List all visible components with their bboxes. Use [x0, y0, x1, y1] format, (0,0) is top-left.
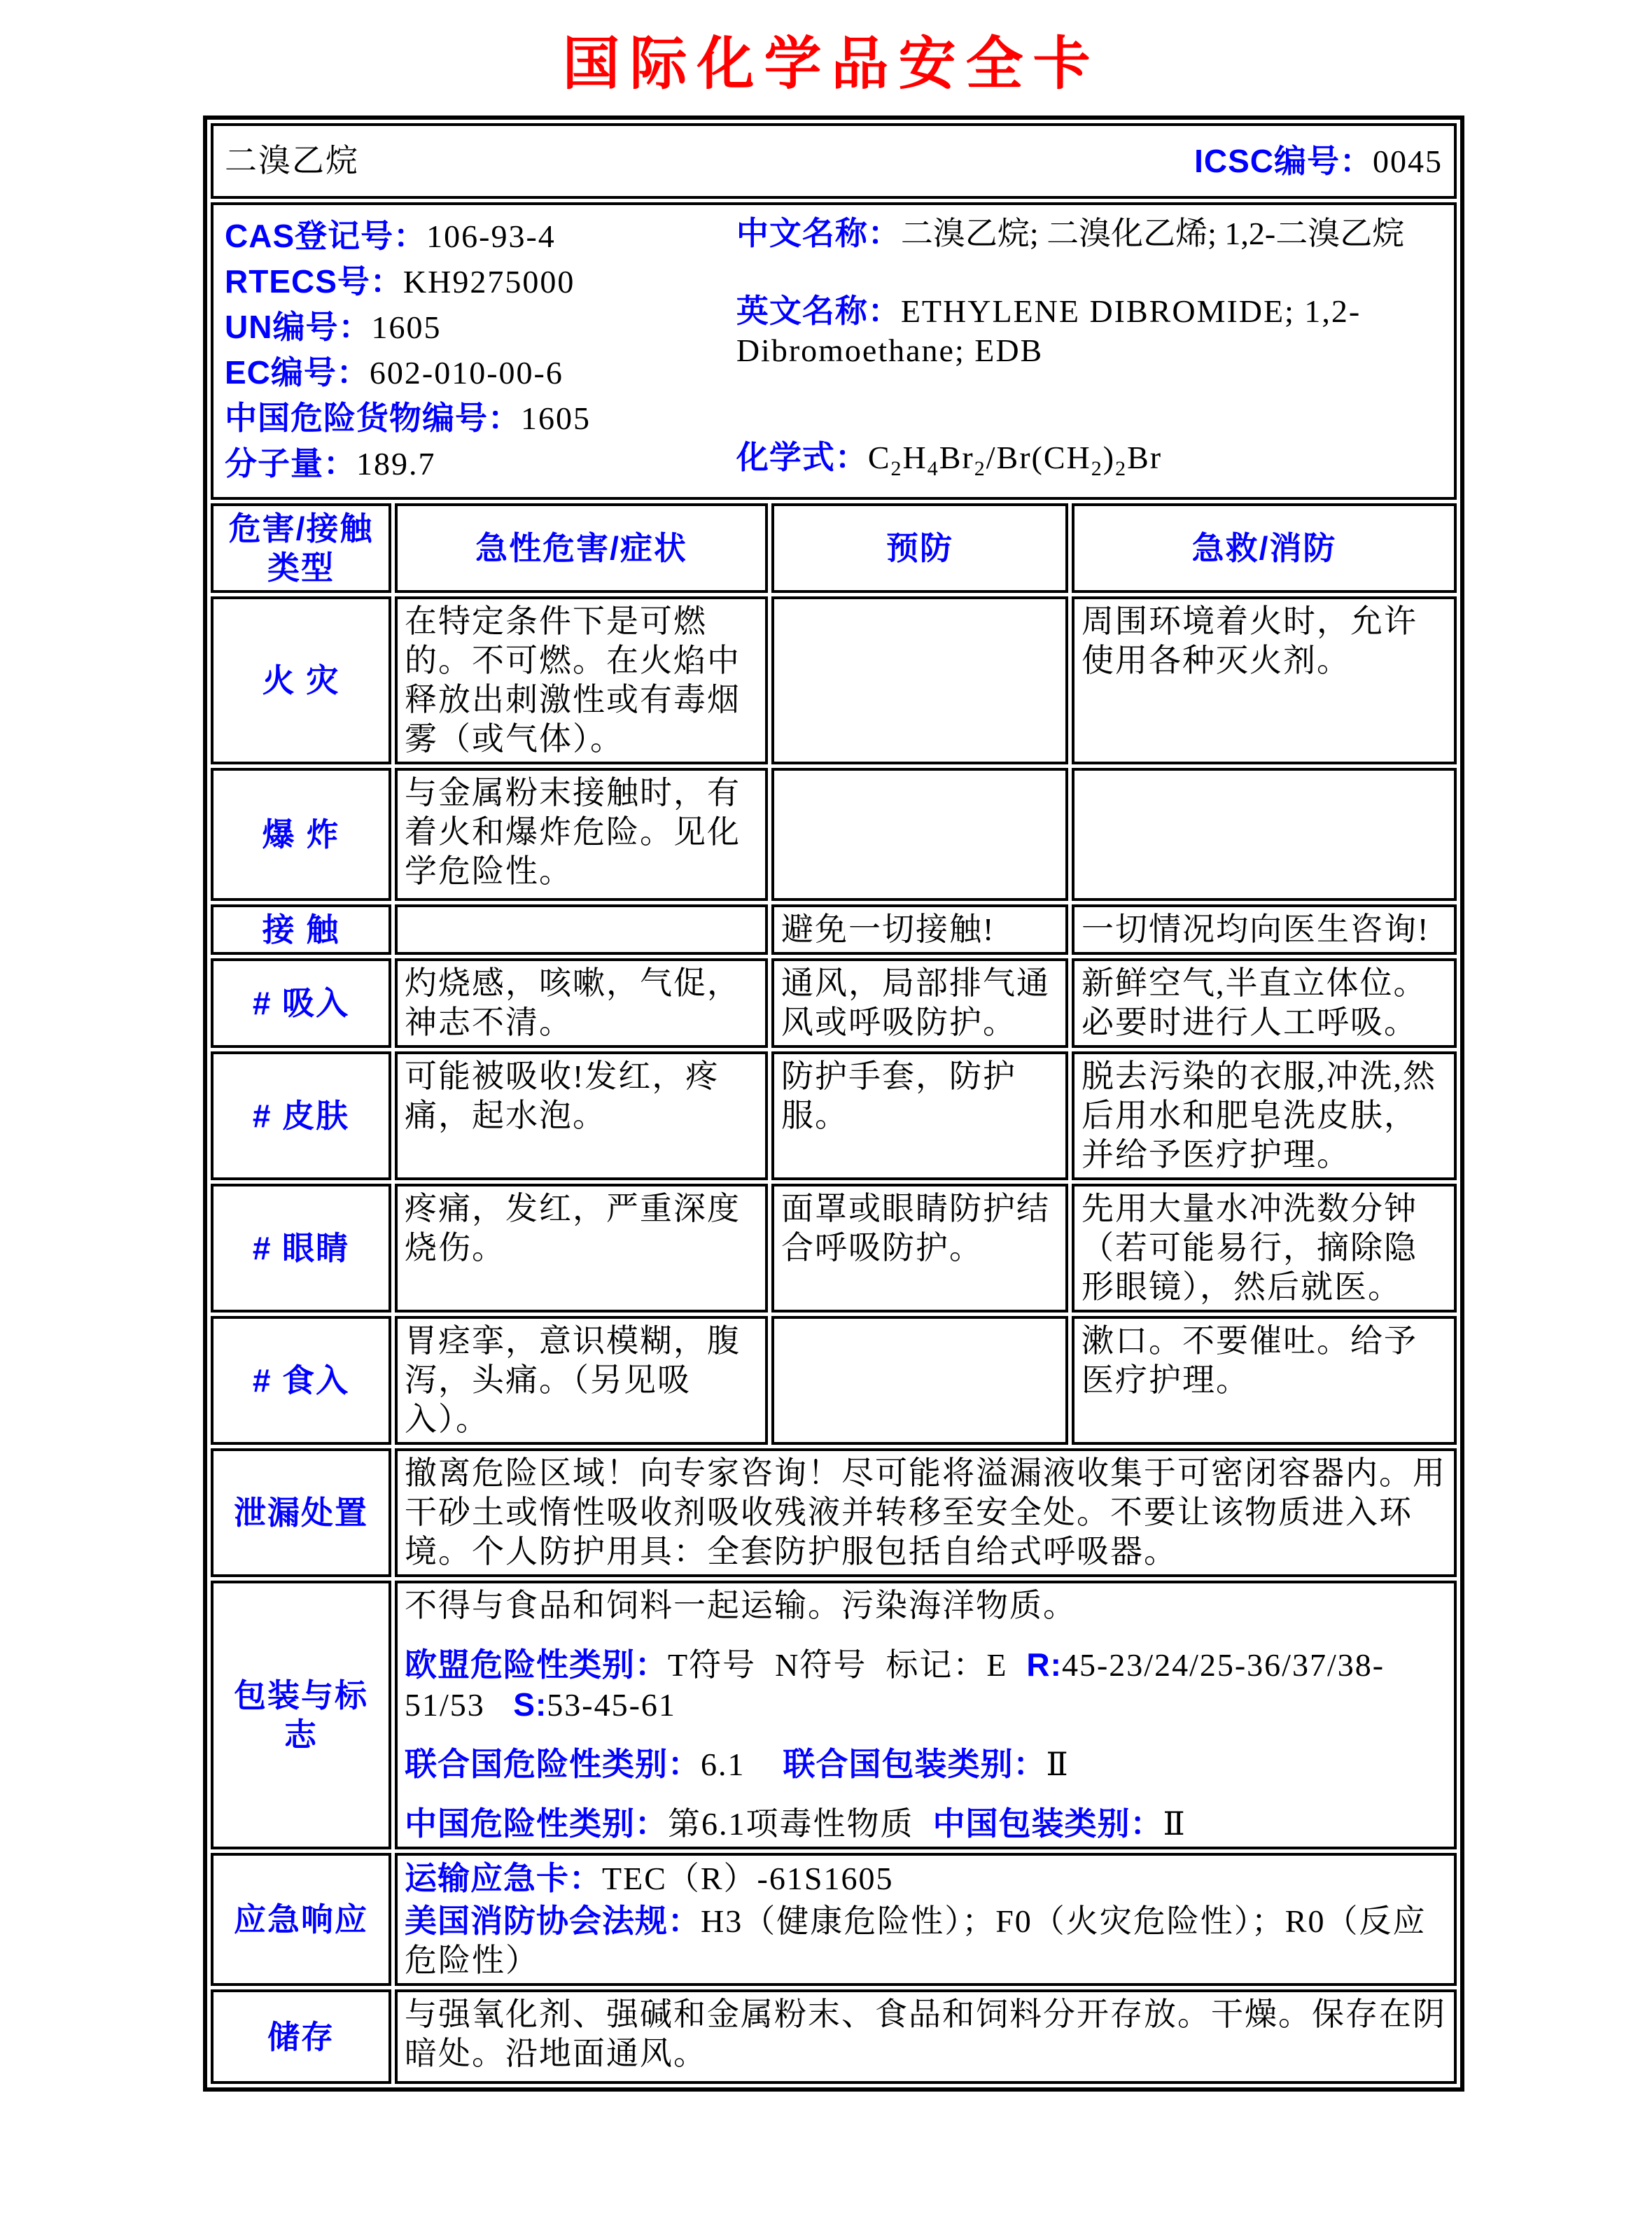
ingestion-prevention	[771, 1316, 1068, 1445]
row-label-emergency: 应急响应	[211, 1853, 391, 1986]
contact-prevention: 避免一切接触!	[771, 904, 1068, 955]
hazard-row-ingestion	[211, 1316, 1457, 1445]
english-name-row: 英文名称：ETHYLENE DIBROMIDE; 1,2-Dibromoethane; EDB	[736, 293, 1362, 368]
fire-prevention	[771, 596, 1068, 764]
section-row-packaging	[211, 1581, 1457, 1849]
spill-text: 撤离危险区域！向专家咨询！尽可能将溢漏液收集于可密闭容器内。用干砂土或惰性吸收剂吸收残液并转移至安全处。不要让该物质进入环境。个人防护用具：全套防护服包括自给式呼吸器。	[395, 1448, 1457, 1577]
packaging-cn-line: 中国危险性类别：第6.1项毒性物质 中国包装类别：Ⅱ	[405, 1805, 1186, 1842]
packaging-un-line: 联合国危险性类别：6.1 联合国包装类别：Ⅱ	[405, 1746, 1070, 1783]
emergency-nfpa-line: 美国消防协会法规：H3（健康危险性）；F0（火灾危险性）；R0（反应危险性）	[405, 1903, 1427, 1979]
skin-prevention: 防护手套，防护服。	[771, 1051, 1068, 1180]
chemical-formula-value: $C_2H_4Br_2/Br(CH_2)_2Br$	[867, 440, 1163, 481]
hazard-row-contact	[211, 904, 1457, 955]
rtecs-number-row: RTECS号：KH9275000	[225, 263, 575, 300]
contact-firstaid: 一切情况均向医生咨询!	[1072, 904, 1457, 955]
hazard-row-explosion	[211, 768, 1457, 901]
chinese-name-row: 中文名称：二溴乙烷; 二溴化乙烯; 1,2-二溴乙烷	[736, 215, 1405, 251]
inhalation-symptoms: 灼烧感，咳嗽，气促，神志不清。	[395, 958, 768, 1048]
header-hazard-type: 危害/接触类型	[211, 503, 391, 593]
row-label-contact: 接 触	[211, 904, 391, 955]
eyes-firstaid: 先用大量水冲洗数分钟（若可能易行，摘除隐形眼镜），然后就医。	[1072, 1184, 1457, 1312]
skin-symptoms: 可能被吸收!发红，疼痛，起水泡。	[395, 1051, 768, 1180]
ingestion-firstaid: 漱口。不要催吐。给予医疗护理。	[1072, 1316, 1457, 1445]
china-dg-number-row: 中国危险货物编号：1605	[225, 400, 591, 436]
contact-symptoms	[395, 904, 768, 955]
section-row-emergency	[211, 1853, 1457, 1986]
card-header-bar	[211, 123, 1457, 199]
row-label-spill: 泄漏处置	[211, 1448, 391, 1577]
identification-section	[211, 202, 1457, 500]
fire-symptoms: 在特定条件下是可燃的。不可燃。在火焰中释放出刺激性或有毒烟雾（或气体）。	[395, 596, 768, 764]
un-number-row: UN编号：1605	[225, 309, 442, 345]
eyes-symptoms: 疼痛，发红，严重深度烧伤。	[395, 1184, 768, 1312]
explosion-prevention	[771, 768, 1068, 901]
hazard-row-fire	[211, 596, 1457, 764]
section-row-storage	[211, 1989, 1457, 2084]
substance-name: 二溴乙烷	[225, 143, 359, 178]
eyes-prevention: 面罩或眼睛防护结合呼吸防护。	[771, 1184, 1068, 1312]
icsc-number-group	[1194, 141, 1443, 181]
emergency-cell	[395, 1853, 1457, 1986]
chemical-formula-row: 化学式：$C_2H_4Br_2/Br(CH_2)_2Br$	[736, 439, 1163, 481]
inhalation-prevention: 通风，局部排气通风或呼吸防护。	[771, 958, 1068, 1048]
row-label-inhalation: # 吸入	[211, 958, 391, 1048]
storage-text: 与强氧化剂、强碱和金属粉末、食品和饲料分开存放。干燥。保存在阴暗处。沿地面通风。	[395, 1989, 1457, 2084]
ingestion-symptoms: 胃痉挛，意识模糊，腹泻，头痛。（另见吸入）。	[395, 1316, 768, 1445]
skin-firstaid: 脱去污染的衣服,冲洗,然后用水和肥皂洗皮肤，并给予医疗护理。	[1072, 1051, 1457, 1180]
row-label-explosion: 爆 炸	[211, 768, 391, 901]
packaging-cell	[395, 1581, 1457, 1849]
inhalation-firstaid: 新鲜空气,半直立体位。必要时进行人工呼吸。	[1072, 958, 1457, 1048]
hazard-row-skin	[211, 1051, 1457, 1180]
icsc-number-label: ICSC编号：	[1194, 142, 1373, 179]
row-label-fire: 火 灾	[211, 596, 391, 764]
packaging-transport-note: 不得与食品和饲料一起运输。污染海洋物质。	[405, 1588, 1077, 1624]
packaging-eu-line: 欧盟危险性类别：T符号 N符号 标记：E R:45-23/24/25-36/37/38-51/53 S:53-45-61	[405, 1646, 1385, 1723]
row-label-packaging: 包装与标志	[211, 1581, 391, 1849]
name-list	[736, 214, 1443, 489]
cas-number-row: CAS登记号：106-93-4	[225, 218, 556, 254]
icsc-number-value: 0045	[1373, 143, 1443, 179]
row-label-ingestion: # 食入	[211, 1316, 391, 1445]
row-label-skin: # 皮肤	[211, 1051, 391, 1180]
explosion-symptoms: 与金属粉末接触时，有着火和爆炸危险。见化学危险性。	[395, 768, 768, 901]
row-label-eyes: # 眼睛	[211, 1184, 391, 1312]
hazard-row-inhalation	[211, 958, 1457, 1048]
ec-number-row: EC编号：602-010-00-6	[225, 354, 564, 391]
page-title: 国际化学品安全卡	[562, 32, 1100, 96]
fire-firstaid: 周围环境着火时，允许使用各种灭火剂。	[1072, 596, 1457, 764]
section-row-spill	[211, 1448, 1457, 1577]
identifier-list	[225, 214, 736, 489]
header-first-aid: 急救/消防	[1072, 503, 1457, 593]
hazard-row-eyes	[211, 1184, 1457, 1312]
explosion-firstaid	[1072, 768, 1457, 901]
icsc-card-table	[203, 115, 1464, 2092]
hazard-header-row	[211, 503, 1457, 593]
header-prevention: 预防	[771, 503, 1068, 593]
row-label-storage: 储存	[211, 1989, 391, 2084]
molecular-weight-row: 分子量：189.7	[225, 445, 436, 482]
header-acute-hazards: 急性危害/症状	[395, 503, 768, 593]
emergency-tec-line: 运输应急卡：TEC（R）-61S1605	[405, 1860, 894, 1897]
